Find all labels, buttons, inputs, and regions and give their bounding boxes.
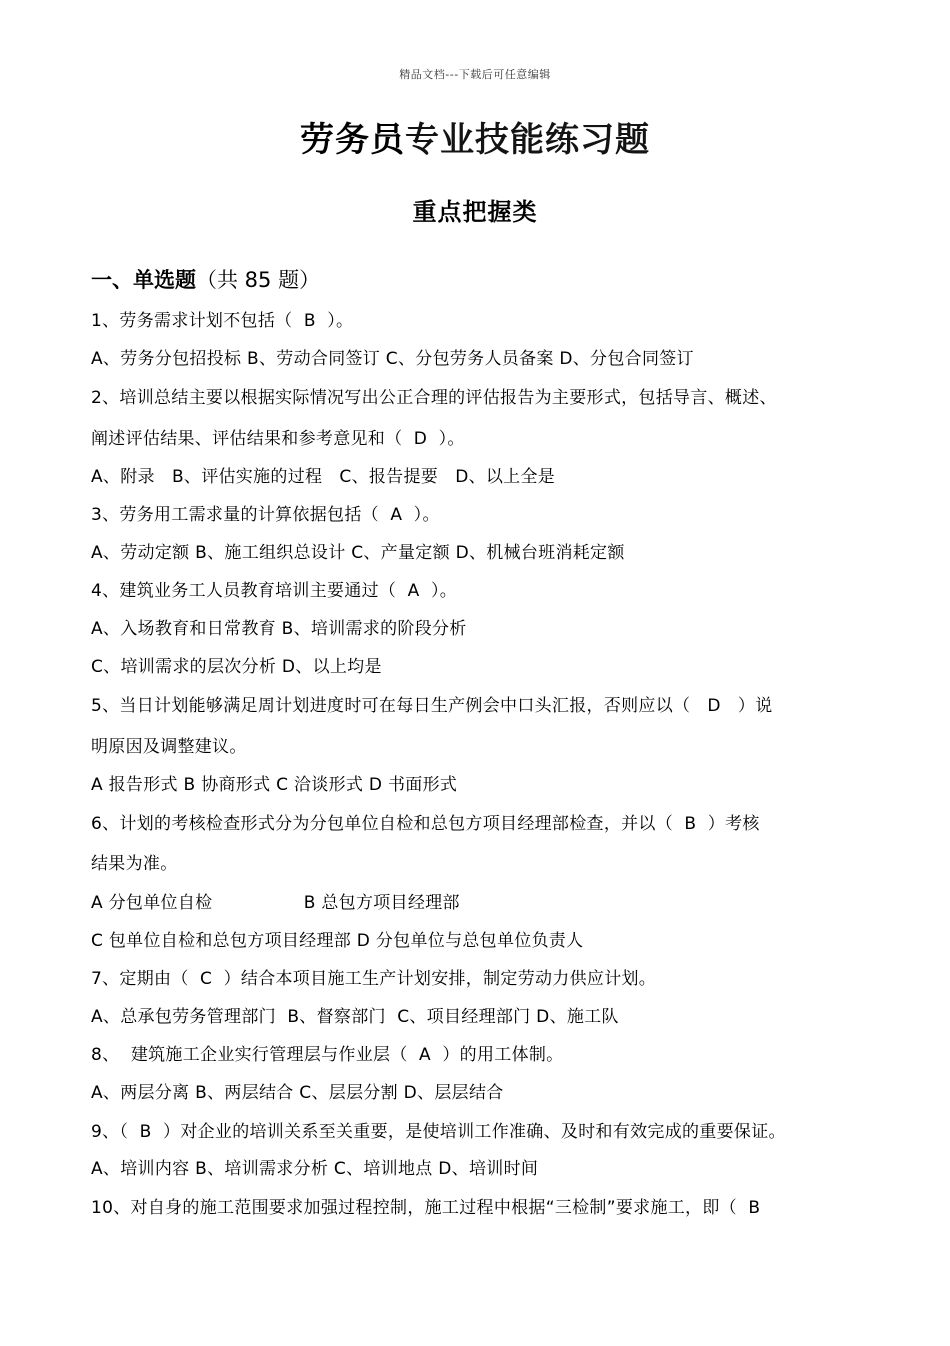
text-line: 7、定期由（ C ）结合本项目施工生产计划安排，制定劳动力供应计划。 xyxy=(91,969,657,989)
text-line: 明原因及调整建议。 xyxy=(91,737,247,757)
text-line: 4、建筑业务工人员教育培训主要通过（ A ）。 xyxy=(91,581,458,601)
text-line: 结果为准。 xyxy=(91,854,178,874)
text-line: A、两层分离 B、两层结合 C、层层分割 D、层层结合 xyxy=(91,1083,504,1103)
text-line: 5、当日计划能够满足周计划进度时可在每日生产例会中口头汇报，否则应以（ D ）说 xyxy=(91,696,773,716)
text-line: A 报告形式 B 协商形式 C 洽谈形式 D 书面形式 xyxy=(91,775,458,795)
text-line: A、培训内容 B、培训需求分析 C、培训地点 D、培训时间 xyxy=(91,1159,539,1179)
document-subtitle: 重点把握类 xyxy=(412,198,538,226)
text-line: A、劳动定额 B、施工组织总设计 C、产量定额 D、机械台班消耗定额 xyxy=(91,543,625,563)
title-part-1: 劳务员 xyxy=(300,120,405,160)
text-line: C、培训需求的层次分析 D、以上均是 xyxy=(91,657,382,677)
section-question-count: （共 85 题） xyxy=(196,268,321,292)
text-line: 阐述评估结果、评估结果和参考意见和（ D ）。 xyxy=(91,429,465,449)
text-line: 3、劳务用工需求量的计算依据包括（ A ）。 xyxy=(91,505,440,525)
section-heading xyxy=(91,264,320,296)
text-line: 6、计划的考核检查形式分为分包单位自检和总包方项目经理部检查，并以（ B ）考核 xyxy=(91,814,760,834)
text-line: 10、对自身的施工范围要求加强过程控制，施工过程中根据“三检制”要求施工，即（ B xyxy=(91,1198,761,1218)
header-note: 精品文档---下载后可任意编辑 xyxy=(399,68,551,81)
text-line: 8、 建筑施工企业实行管理层与作业层（ A ）的用工体制。 xyxy=(91,1045,564,1065)
text-line: A、附录 B、评估实施的过程 C、报告提要 D、以上全是 xyxy=(91,467,556,487)
text-line: A 分包单位自检 B 总包方项目经理部 xyxy=(91,893,460,913)
text-line: A、总承包劳务管理部门 B、督察部门 C、项目经理部门 D、施工队 xyxy=(91,1007,619,1027)
text-line: 9、（ B ）对企业的培训关系至关重要，是使培训工作准确、及时和有效完成的重要保证。 xyxy=(91,1122,786,1142)
text-line: A、入场教育和日常教育 B、培训需求的阶段分析 xyxy=(91,619,467,639)
document-title xyxy=(0,116,950,164)
text-line: C 包单位自检和总包方项目经理部 D 分包单位与总包单位负责人 xyxy=(91,931,584,951)
section-heading-label: 一、单选题 xyxy=(91,268,196,292)
text-line: 1、劳务需求计划不包括（ B ）。 xyxy=(91,311,354,331)
text-line: A、劳务分包招投标 B、劳动合同签订 C、分包劳务人员备案 D、分包合同签订 xyxy=(91,349,694,369)
text-line: 2、培训总结主要以根据实际情况写出公正合理的评估报告为主要形式，包括导言、概述、 xyxy=(91,388,777,408)
title-part-2: 专业技能练习题 xyxy=(405,120,650,160)
